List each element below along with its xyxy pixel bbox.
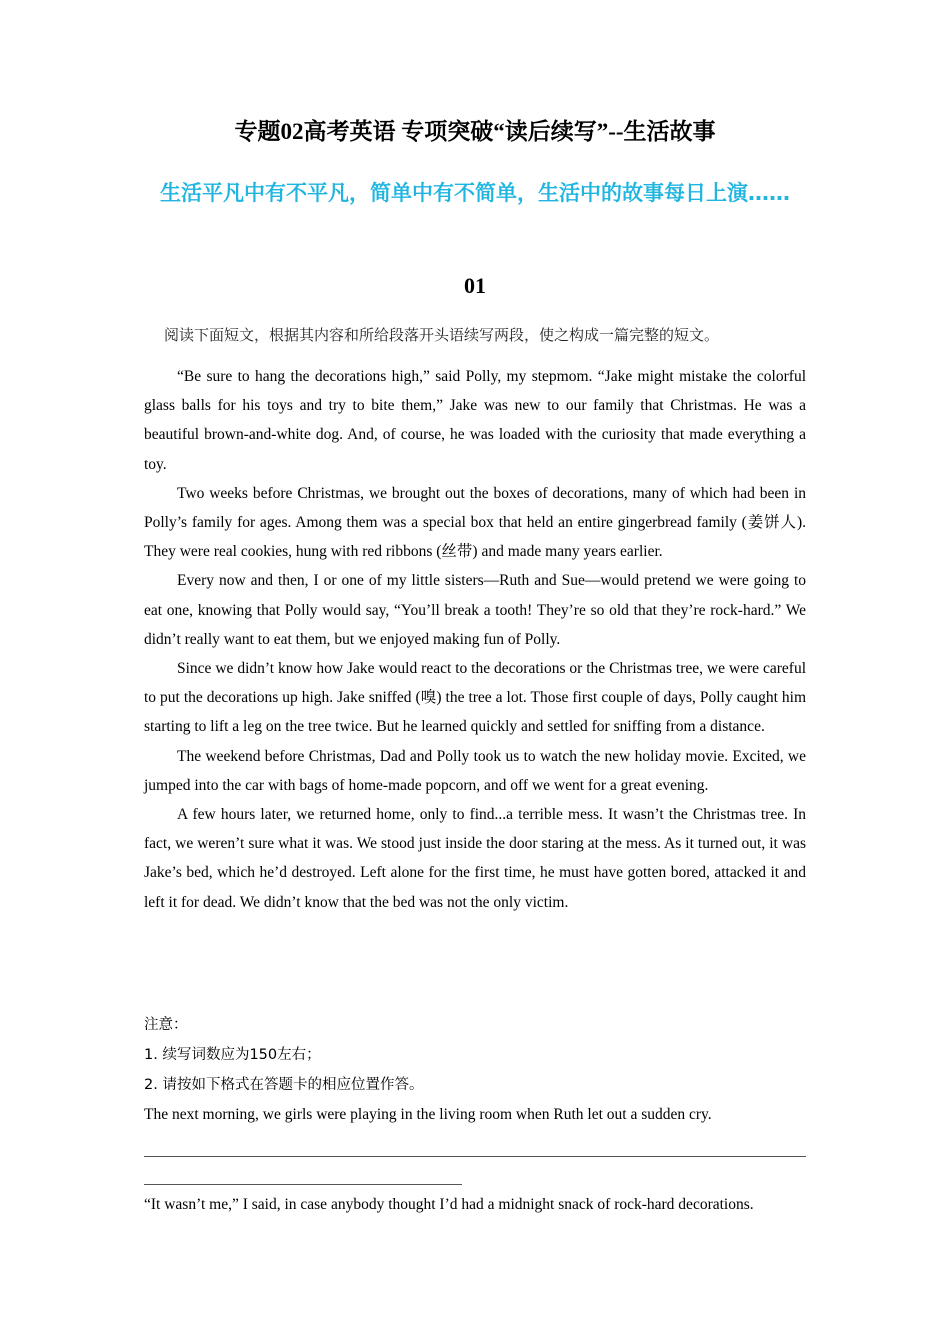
closing-sentence: “It wasn’t me,” I said, in case anybody thought I’d had a midnight snack of rock-hard decorations. [144,1196,754,1213]
story-paragraph: Since we didn’t know how Jake would react to the decorations or the Christmas tree, we were careful to put the decorations up high. Jake sniffed (嗅) the tree a lot. Those first couple of days, Polly caught him starting to lift a leg on the tree twice. But he learned quickly and settled for sniffing from a distance. [144,660,806,736]
answer-line [144,1156,806,1157]
story-paragraph: Two weeks before Christmas, we brought out the boxes of decorations, many of which had been in Polly’s family for ages. Among them was a special box that held an entire gingerbread family (姜饼人). They were real cookies, hung with red ribbons (丝带) and made many years earlier. [144,484,806,561]
notes-section [144,1010,806,1130]
note-item: 2. 请按如下格式在答题卡的相应位置作答。 [144,1077,424,1093]
document-subtitle: 生活平凡中有不平凡，简单中有不简单，生活中的故事每日上演…… [160,181,790,205]
opening-sentence: The next morning, we girls were playing in the living room when Ruth let out a sudden cry. [144,1106,712,1123]
task-instruction: 阅读下面短文，根据其内容和所给段落开头语续写两段，使之构成一篇完整的短文。 [164,326,720,344]
story-text [144,362,806,917]
note-item: 1. 续写词数应为150左右； [144,1047,321,1063]
story-paragraph: The weekend before Christmas, Dad and Polly took us to watch the new holiday movie. Excited, we jumped into the car with bags of home-made popcorn, and off we went for a great evening. [144,747,806,794]
answer-line [144,1184,462,1185]
section-number: 01 [464,273,486,298]
notes-label: 注意： [144,1017,188,1033]
document-title: 专题02高考英语 专项突破“读后续写”--生活故事 [234,119,716,144]
story-paragraph: Every now and then, I or one of my little sisters—Ruth and Sue—would pretend we were going to eat one, knowing that Polly would say, “You’ll break a tooth! They’re so old that they’re rock-hard.” We didn’t really want to eat them, but we enjoyed making fun of Polly. [144,572,806,648]
story-paragraph: “Be sure to hang the decorations high,” said Polly, my stepmom. “Jake might mistake the colorful glass balls for his toys and try to bite them,” Jake was new to our family that Christmas. He was a beautiful brown-and-white dog. And, of course, he was loaded with the curiosity that made everything a toy. [144,368,806,473]
story-paragraph: A few hours later, we returned home, only to find...a terrible mess. It wasn’t the Christmas tree. In fact, we weren’t sure what it was. We stood just inside the door staring at the mess. As it turned out, it was Jake’s bed, which he’d destroyed. Left alone for the first time, he must have gotten bored, attacked it and left it for dead. We didn’t know that the bed was not the only victim. [144,806,806,911]
